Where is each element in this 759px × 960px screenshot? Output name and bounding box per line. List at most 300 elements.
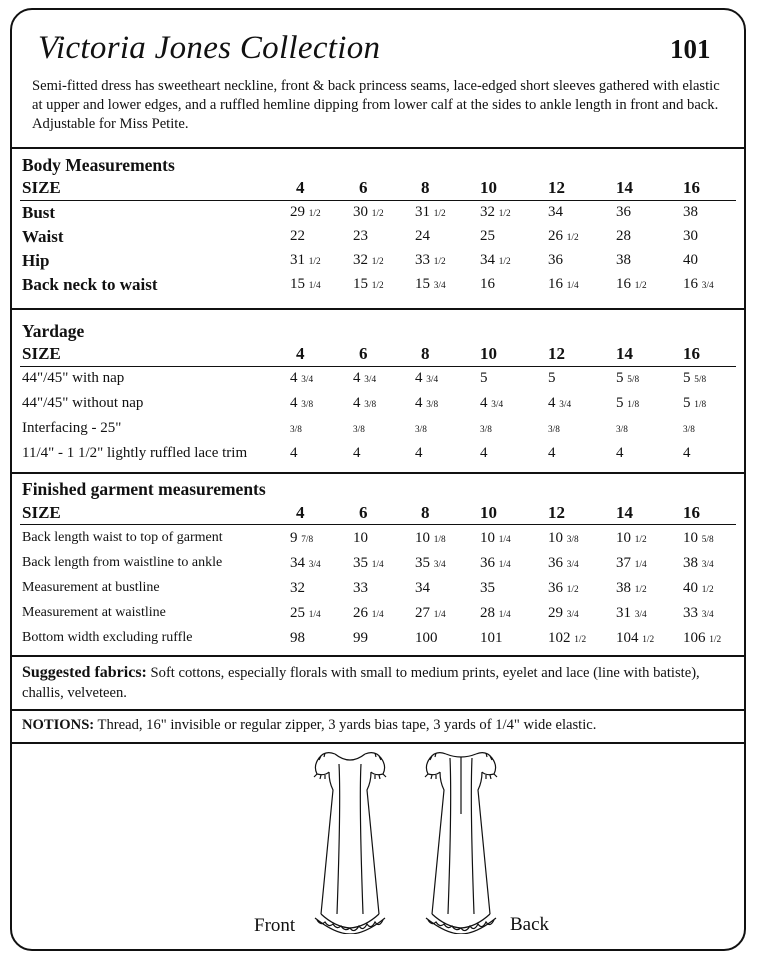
table-row [0,203,759,225]
size-header: 8 [421,344,430,363]
size-header: 8 [421,178,430,197]
cell-fraction: 1/8 [694,400,707,410]
cell-fraction: 3/4 [701,610,714,620]
cell-whole: 16 [548,276,563,292]
table-cell [480,395,503,412]
table-cell [415,630,438,647]
cell-whole: 15 [353,276,368,292]
cell-whole: 10 [415,530,430,546]
cell-whole: 35 [353,555,368,571]
section-divider [12,709,745,711]
table-cell [415,228,430,245]
table-cell [353,605,384,622]
body-measurements-title: Body Measurements [22,155,175,175]
cell-fraction: 3/4 [433,281,446,291]
cell-whole: 16 [480,276,495,292]
cell-whole: 5 [683,370,691,386]
table-cell [616,420,628,437]
table-cell [480,204,511,221]
table-cell [415,204,446,221]
cell-whole: 4 [353,395,361,411]
table-cell [353,395,376,412]
pattern-number: 101 [670,34,711,64]
table-cell [548,228,579,245]
table-cell [290,204,321,221]
fabrics-text: Soft cottons, especially florals with small to medium prints, eyelet and lace (line with batiste), challis, velveteen. [22,665,700,701]
row-label: Interfacing - 25" [22,420,122,436]
size-header: 4 [296,503,305,522]
table-cell [290,630,305,647]
size-header: 16 [683,503,700,522]
table-cell [548,370,556,387]
cell-whole: 38 [616,252,631,268]
dress-front-illustration [295,742,405,934]
cell-whole: 26 [353,605,368,621]
size-label: SIZE [22,344,61,363]
table-cell [290,252,321,269]
cell-whole: 24 [415,228,430,244]
table-row [0,370,759,392]
row-label: Back length from waistline to ankle [22,555,223,570]
cell-whole: 27 [415,605,430,621]
table-cell [616,555,647,572]
cell-fraction: 1/2 [709,635,722,645]
table-cell [616,370,639,387]
table-cell [290,605,321,622]
cell-fraction: 1/2 [701,585,714,595]
table-cell [548,530,579,547]
table-cell [353,530,368,547]
table-cell [480,630,503,647]
cell-whole: 102 [548,630,571,646]
cell-fraction: 1/2 [433,209,446,219]
table-cell [290,530,313,547]
size-header: 6 [359,503,368,522]
cell-whole: 32 [480,204,495,220]
table-cell [480,445,488,462]
cell-whole: 4 [548,445,556,461]
size-header: 8 [421,503,430,522]
row-label: 44"/45" without nap [22,395,144,411]
table-cell [415,252,446,269]
cell-fraction: 3/4 [566,560,579,570]
table-cell [616,204,631,221]
table-cell [683,252,698,269]
yardage-title: Yardage [22,321,85,341]
table-cell [415,555,446,572]
table-cell [548,605,579,622]
cell-whole: 5 [616,370,624,386]
header-underline [20,366,736,367]
table-cell [683,276,714,293]
cell-fraction: 3/8 [415,425,427,435]
cell-fraction: 3/8 [480,425,492,435]
cell-fraction: 1/2 [634,535,647,545]
cell-whole: 23 [353,228,368,244]
table-cell [683,530,714,547]
table-cell [415,370,438,387]
cell-whole: 36 [548,252,563,268]
table-cell [480,555,511,572]
cell-fraction: 3/4 [634,610,647,620]
table-cell [415,580,430,597]
section-divider [12,147,745,149]
section-divider [12,472,745,474]
size-header: 4 [296,344,305,363]
table-cell [616,580,647,597]
table-cell [290,228,305,245]
notions-text: Thread, 16" invisible or regular zipper, 3 yards bias tape, 3 yards of 1/4" wide elastic. [94,717,597,733]
cell-fraction: 3/4 [426,375,439,385]
section-divider [12,655,745,657]
table-cell [415,605,446,622]
suggested-fabrics [22,663,722,703]
cell-fraction: 3/4 [559,400,572,410]
cell-fraction: 1/4 [433,610,446,620]
table-cell [548,395,571,412]
table-row [0,227,759,249]
cell-fraction: 1/2 [371,281,384,291]
row-label: 11/4" - 1 1/2" lightly ruffled lace trim [22,445,248,461]
row-label: Bottom width excluding ruffle [22,630,193,645]
cell-whole: 36 [480,555,495,571]
cell-whole: 40 [683,252,698,268]
cell-fraction: 3/8 [301,400,314,410]
table-cell [616,530,647,547]
cell-fraction: 1/4 [308,281,321,291]
cell-whole: 31 [616,605,631,621]
cell-whole: 34 [290,555,305,571]
back-label: Back [510,914,550,935]
cell-fraction: 1/4 [371,560,384,570]
cell-whole: 34 [480,252,495,268]
row-label: Back neck to waist [22,275,158,294]
table-row [0,445,759,467]
table-cell [683,228,698,245]
table-cell [548,252,563,269]
cell-whole: 35 [415,555,430,571]
cell-whole: 38 [683,204,698,220]
table-cell [616,630,654,647]
table-cell [353,445,361,462]
cell-fraction: 3/8 [566,535,579,545]
table-cell [353,420,365,437]
cell-whole: 100 [415,630,438,646]
table-cell [353,370,376,387]
cell-whole: 37 [616,555,631,571]
cell-fraction: 1/2 [634,585,647,595]
table-cell [548,630,586,647]
cell-fraction: 1/2 [566,233,579,243]
fabrics-label: Suggested fabrics: [22,664,147,681]
table-cell [353,252,384,269]
cell-whole: 25 [480,228,495,244]
table-row [0,605,759,627]
cell-whole: 4 [353,445,361,461]
body-size-header [0,178,759,200]
table-cell [683,555,714,572]
table-cell [353,204,384,221]
table-cell [290,276,321,293]
cell-fraction: 1/2 [308,209,321,219]
cell-fraction: 1/2 [433,257,446,267]
notions [22,717,722,734]
table-cell [683,420,695,437]
table-cell [480,370,488,387]
size-header: 10 [480,344,497,363]
cell-fraction: 5/8 [694,375,707,385]
table-cell [548,580,579,597]
size-header: 6 [359,178,368,197]
table-cell [683,445,691,462]
table-cell [683,204,698,221]
section-divider [12,308,745,310]
cell-fraction: 3/8 [548,425,560,435]
cell-fraction: 1/4 [498,535,511,545]
table-cell [290,395,313,412]
table-cell [415,445,423,462]
cell-fraction: 3/4 [491,400,504,410]
cell-whole: 4 [290,445,298,461]
cell-whole: 26 [548,228,563,244]
table-cell [616,252,631,269]
cell-whole: 15 [415,276,430,292]
table-cell [616,605,647,622]
table-cell [480,420,492,437]
cell-whole: 25 [290,605,305,621]
table-row [0,395,759,417]
cell-whole: 15 [290,276,305,292]
size-header: 12 [548,344,565,363]
table-cell [683,395,706,412]
table-cell [616,228,631,245]
cell-whole: 38 [683,555,698,571]
row-label: Measurement at waistline [22,605,166,620]
cell-whole: 4 [548,395,556,411]
table-row [0,530,759,552]
finished-size-header [0,503,759,525]
cell-fraction: 3/8 [683,425,695,435]
yardage-size-header [0,344,759,366]
cell-whole: 29 [548,605,563,621]
header-underline [20,524,736,525]
table-cell [480,605,511,622]
size-header: 16 [683,344,700,363]
table-row [0,555,759,577]
cell-whole: 4 [290,370,298,386]
row-label: Bust [22,203,56,222]
table-cell [415,530,446,547]
cell-fraction: 5/8 [701,535,714,545]
cell-fraction: 1/4 [498,560,511,570]
cell-whole: 4 [480,445,488,461]
cell-fraction: 3/8 [290,425,302,435]
cell-whole: 101 [480,630,503,646]
cell-fraction: 3/8 [616,425,628,435]
cell-whole: 4 [353,370,361,386]
cell-whole: 9 [290,530,298,546]
pattern-description: Semi-fitted dress has sweetheart neckline, front & back princess seams, lace-edged short sleeves gathered with elastic at upper and lower edges, and a ruffled hemline dipping from lower calf at the sides to ankle length in front and back. Adjustable for Miss Petite. [32,78,720,132]
table-cell [290,580,305,597]
table-cell [290,420,302,437]
cell-whole: 10 [548,530,563,546]
table-cell [548,555,579,572]
table-cell [290,445,298,462]
size-label: SIZE [22,178,61,197]
cell-fraction: 1/8 [627,400,640,410]
table-cell [548,420,560,437]
cell-fraction: 3/4 [364,375,377,385]
table-cell [353,228,368,245]
cell-whole: 16 [683,276,698,292]
cell-fraction: 1/2 [642,635,655,645]
table-cell [616,276,647,293]
cell-whole: 4 [480,395,488,411]
table-cell [480,228,495,245]
cell-whole: 38 [616,580,631,596]
table-cell [415,395,438,412]
cell-fraction: 3/4 [308,560,321,570]
cell-fraction: 1/4 [634,560,647,570]
cell-whole: 10 [353,530,368,546]
table-row [0,275,759,297]
cell-fraction: 1/8 [433,535,446,545]
table-cell [683,580,714,597]
cell-fraction: 3/8 [426,400,439,410]
table-cell [548,204,563,221]
row-label: Measurement at bustline [22,580,160,595]
table-row [0,630,759,652]
table-cell [683,370,706,387]
cell-whole: 5 [616,395,624,411]
table-cell [683,630,721,647]
cell-whole: 4 [683,445,691,461]
size-header: 10 [480,503,497,522]
cell-whole: 30 [353,204,368,220]
cell-fraction: 1/2 [498,209,511,219]
cell-whole: 10 [683,530,698,546]
row-label: Waist [22,227,64,246]
cell-whole: 36 [548,555,563,571]
cell-fraction: 3/8 [364,400,377,410]
table-cell [480,530,511,547]
cell-fraction: 1/2 [566,585,579,595]
table-cell [480,276,495,293]
cell-whole: 28 [616,228,631,244]
cell-fraction: 1/4 [498,610,511,620]
table-cell [480,252,511,269]
cell-fraction: 3/4 [566,610,579,620]
table-cell [353,276,384,293]
cell-fraction: 1/2 [371,257,384,267]
size-header: 4 [296,178,305,197]
cell-whole: 4 [415,370,423,386]
cell-fraction: 3/8 [353,425,365,435]
table-cell [616,395,639,412]
cell-whole: 33 [415,252,430,268]
cell-whole: 5 [548,370,556,386]
notions-label: NOTIONS: [22,717,95,733]
cell-whole: 31 [415,204,430,220]
size-header: 12 [548,178,565,197]
table-row [0,420,759,442]
cell-whole: 106 [683,630,706,646]
row-label: 44"/45" with nap [22,370,125,386]
cell-whole: 4 [616,445,624,461]
cell-whole: 34 [415,580,430,596]
cell-whole: 30 [683,228,698,244]
cell-whole: 32 [353,252,368,268]
cell-fraction: 1/4 [308,610,321,620]
cell-whole: 5 [683,395,691,411]
cell-fraction: 1/2 [634,281,647,291]
cell-whole: 10 [480,530,495,546]
table-row [0,251,759,273]
cell-whole: 5 [480,370,488,386]
table-cell [548,276,579,293]
cell-whole: 22 [290,228,305,244]
table-cell [616,445,624,462]
size-header: 6 [359,344,368,363]
cell-fraction: 3/4 [701,560,714,570]
cell-whole: 98 [290,630,305,646]
cell-fraction: 1/2 [308,257,321,267]
size-header: 14 [616,503,633,522]
table-cell [415,276,446,293]
table-cell [353,630,368,647]
table-row [0,580,759,602]
cell-whole: 4 [415,445,423,461]
cell-whole: 33 [353,580,368,596]
row-label: Back length waist to top of garment [22,530,223,545]
size-header: 12 [548,503,565,522]
cell-whole: 28 [480,605,495,621]
cell-fraction: 5/8 [627,375,640,385]
cell-whole: 34 [548,204,563,220]
header-underline [20,200,736,201]
cell-whole: 99 [353,630,368,646]
table-cell [683,605,714,622]
cell-whole: 4 [290,395,298,411]
table-cell [353,555,384,572]
size-header: 14 [616,344,633,363]
cell-whole: 16 [616,276,631,292]
cell-fraction: 3/4 [301,375,314,385]
cell-whole: 4 [415,395,423,411]
cell-whole: 35 [480,580,495,596]
table-cell [353,580,368,597]
cell-fraction: 7/8 [301,535,314,545]
cell-whole: 33 [683,605,698,621]
cell-whole: 40 [683,580,698,596]
cell-fraction: 3/4 [433,560,446,570]
cell-fraction: 1/4 [371,610,384,620]
table-cell [290,555,321,572]
cell-whole: 104 [616,630,639,646]
dress-back-illustration [406,742,516,934]
finished-measurements-title: Finished garment measurements [22,479,266,499]
table-cell [415,420,427,437]
table-cell [480,580,495,597]
cell-whole: 32 [290,580,305,596]
table-cell [290,370,313,387]
size-header: 16 [683,178,700,197]
cell-whole: 31 [290,252,305,268]
cell-whole: 36 [616,204,631,220]
cell-fraction: 3/4 [701,281,714,291]
cell-whole: 29 [290,204,305,220]
size-header: 14 [616,178,633,197]
